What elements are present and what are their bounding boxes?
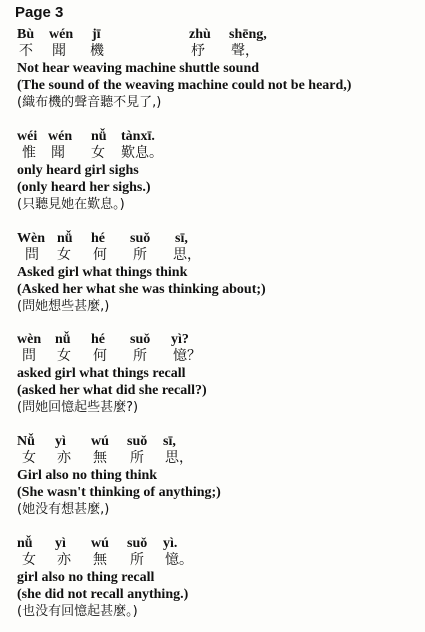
hanzi-word: 女 [57,348,71,364]
english-gloss: Girl also no thing think [17,468,158,483]
pinyin-word: Nǚ [17,434,35,449]
pinyin-line [17,433,417,450]
pinyin-word: wú [91,536,109,551]
hanzi-word: 杼 [191,43,205,59]
pinyin-word: suǒ [130,231,151,246]
hanzi-word: 無 [93,450,107,466]
hanzi-line [17,552,417,569]
hanzi-word: 亦 [57,450,71,466]
verse-stanza [17,433,417,518]
chinese-translation: (問她回憶起些甚麼?) [17,400,139,415]
pinyin-word: nǚ [91,129,107,144]
hanzi-line [17,145,417,162]
pinyin-word: nǚ [57,231,73,246]
hanzi-word: 思， [165,450,193,466]
english-gloss: Not hear weaving machine shuttle sound [17,61,260,76]
hanzi-line [17,450,417,467]
hanzi-line [17,43,417,60]
pinyin-line [17,26,417,43]
pinyin-word: sī, [163,434,176,449]
english-gloss: only heard girl sighs [17,163,139,178]
pinyin-line [17,230,417,247]
english-translation: (She wasn't thinking of anything;) [17,485,221,500]
page-title: Page 3 [15,4,64,21]
pinyin-word: zhù [189,27,211,42]
english-translation: (Asked her what she was thinking about;) [17,282,266,297]
hanzi-line [17,348,417,365]
pinyin-word: yì. [163,536,178,551]
chinese-translation: (也没有回憶起甚麼。) [17,604,138,619]
verse-stanza [17,535,417,620]
pinyin-word: tànxī. [121,129,155,144]
pinyin-word: wèn [17,332,42,347]
english-gloss: girl also no thing recall [17,570,155,585]
chinese-translation: (只聽見她在歎息。) [17,197,125,212]
hanzi-word: 何 [93,348,107,364]
english-translation: (only heard her sighs.) [17,180,151,195]
verse-stanza [17,331,417,416]
hanzi-word: 所 [130,552,144,568]
pinyin-word: suǒ [127,536,148,551]
hanzi-word: 所 [133,348,147,364]
hanzi-word: 女 [22,552,36,568]
hanzi-word: 憶？ [173,348,201,364]
verse-stanza [17,26,417,111]
pinyin-word: yì [55,434,66,449]
pinyin-word: wén [48,129,73,144]
pinyin-word: yì? [171,332,189,347]
hanzi-word: 女 [57,247,71,263]
hanzi-word: 聲， [231,43,259,59]
pinyin-word: hé [91,231,105,246]
pinyin-line [17,128,417,145]
pinyin-word: sī, [175,231,188,246]
hanzi-word: 所 [133,247,147,263]
chinese-translation: (她没有想甚麼,) [17,502,110,517]
pinyin-line [17,331,417,348]
hanzi-word: 問 [22,348,36,364]
pinyin-word: Bù [17,27,35,42]
hanzi-word: 歎息。 [121,145,163,161]
pinyin-line [17,535,417,552]
english-gloss: Asked girl what things think [17,265,188,280]
pinyin-word: wén [49,27,74,42]
hanzi-word: 何 [93,247,107,263]
pinyin-word: hé [91,332,105,347]
verse-stanza [17,230,417,315]
hanzi-word: 無 [93,552,107,568]
hanzi-word: 聞 [52,43,66,59]
english-gloss: asked girl what things recall [17,366,186,381]
english-translation: (she did not recall anything.) [17,587,189,602]
hanzi-word: 問 [25,247,39,263]
pinyin-word: Wèn [17,231,45,246]
hanzi-word: 不 [19,43,33,59]
hanzi-word: 所 [130,450,144,466]
verse-stanza [17,128,417,213]
english-translation: (asked her what did she recall?) [17,383,207,398]
pinyin-word: nǚ [55,332,71,347]
hanzi-word: 女 [22,450,36,466]
pinyin-word: shēng, [229,27,267,42]
pinyin-word: jī [92,27,101,42]
pinyin-word: wéi [17,129,38,144]
hanzi-word: 亦 [57,552,71,568]
hanzi-word: 女 [91,145,105,161]
pinyin-word: nǚ [17,536,33,551]
chinese-translation: (問她想些甚麼,) [17,299,110,314]
pinyin-word: suǒ [127,434,148,449]
hanzi-word: 機 [90,43,104,59]
pinyin-word: suǒ [130,332,151,347]
pinyin-word: yì [55,536,66,551]
hanzi-word: 惟 [22,145,36,161]
hanzi-word: 思， [173,247,201,263]
english-translation: (The sound of the weaving machine could not be heard,) [17,78,352,93]
hanzi-line [17,247,417,264]
chinese-translation: (織布機的聲音聽不見了,) [17,95,162,110]
hanzi-word: 聞 [51,145,65,161]
hanzi-word: 憶。 [165,552,193,568]
pinyin-word: wú [91,434,109,449]
